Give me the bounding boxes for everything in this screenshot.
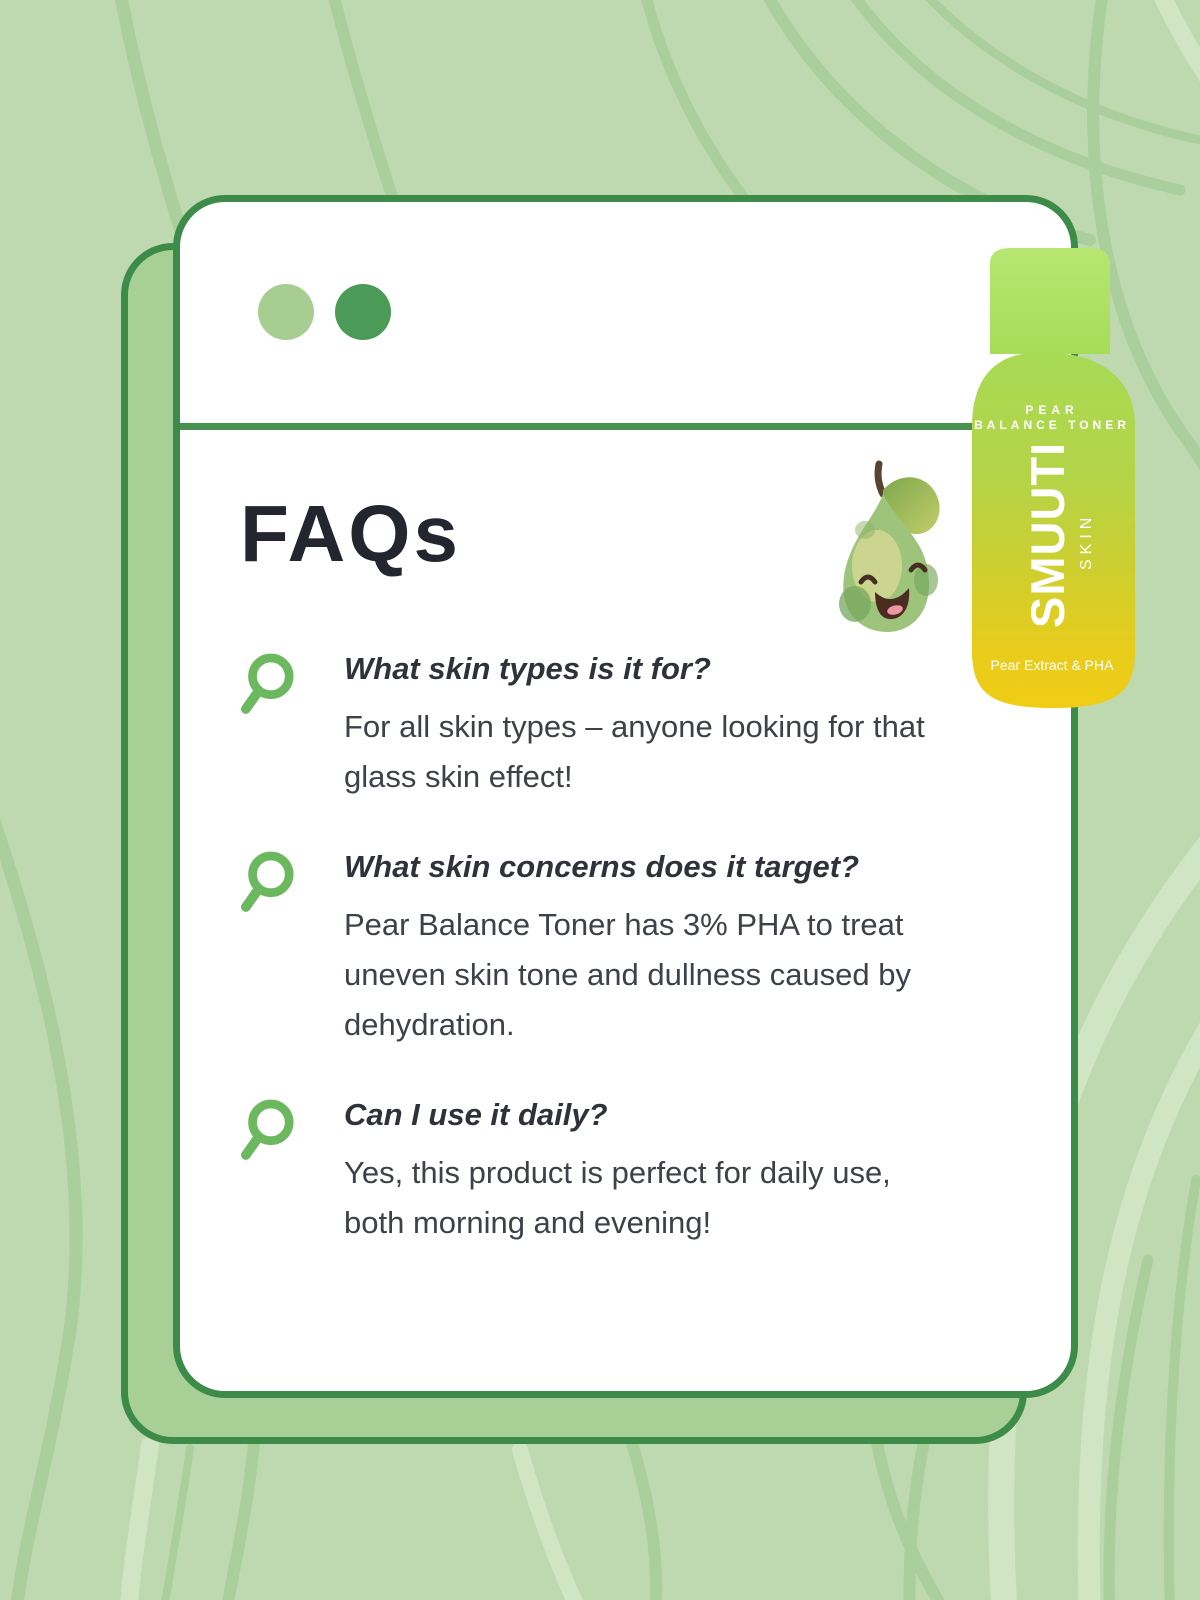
- bottle-cap: [990, 248, 1110, 354]
- browser-window-card: [173, 195, 1078, 1398]
- bottle-label-balance-toner: BALANCE TONER: [974, 418, 1130, 432]
- window-dot-dark-icon: [335, 284, 391, 340]
- faq-text-block: [344, 1096, 944, 1248]
- faq-answer: For all skin types – anyone looking for that glass skin effect!: [344, 709, 925, 794]
- bottle-ingredients: Pear Extract & PHA: [990, 657, 1114, 673]
- bottle-brand-sub: SKIN: [1078, 512, 1095, 570]
- faq-answer: Yes, this product is perfect for daily use, both morning and evening!: [344, 1155, 891, 1240]
- faq-question: What skin concerns does it target?: [344, 849, 860, 884]
- page-title: FAQs: [240, 489, 461, 578]
- faq-question: Can I use it daily?: [344, 1097, 608, 1132]
- faq-item: [240, 1096, 1023, 1248]
- faq-answer: Pear Balance Toner has 3% PHA to treat uneven skin tone and dullness caused by dehydration.: [344, 907, 912, 1042]
- product-bottle: [948, 246, 1140, 712]
- bottle-label-pear: PEAR: [1025, 403, 1079, 417]
- pear-stem: [878, 464, 883, 494]
- search-icon: [240, 652, 294, 718]
- window-titlebar: [180, 202, 1071, 430]
- bottle-brand: SMUUTI: [1021, 441, 1074, 628]
- faq-text-block: [344, 848, 944, 1050]
- search-icon: [240, 850, 294, 916]
- faq-item: [240, 650, 1023, 802]
- pear-mascot-illustration: [825, 454, 947, 642]
- faq-text-block: [344, 650, 944, 802]
- window-dot-light-icon: [258, 284, 314, 340]
- search-icon: [240, 1098, 294, 1164]
- faq-question: What skin types is it for?: [344, 651, 711, 686]
- faq-item: [240, 848, 1023, 1050]
